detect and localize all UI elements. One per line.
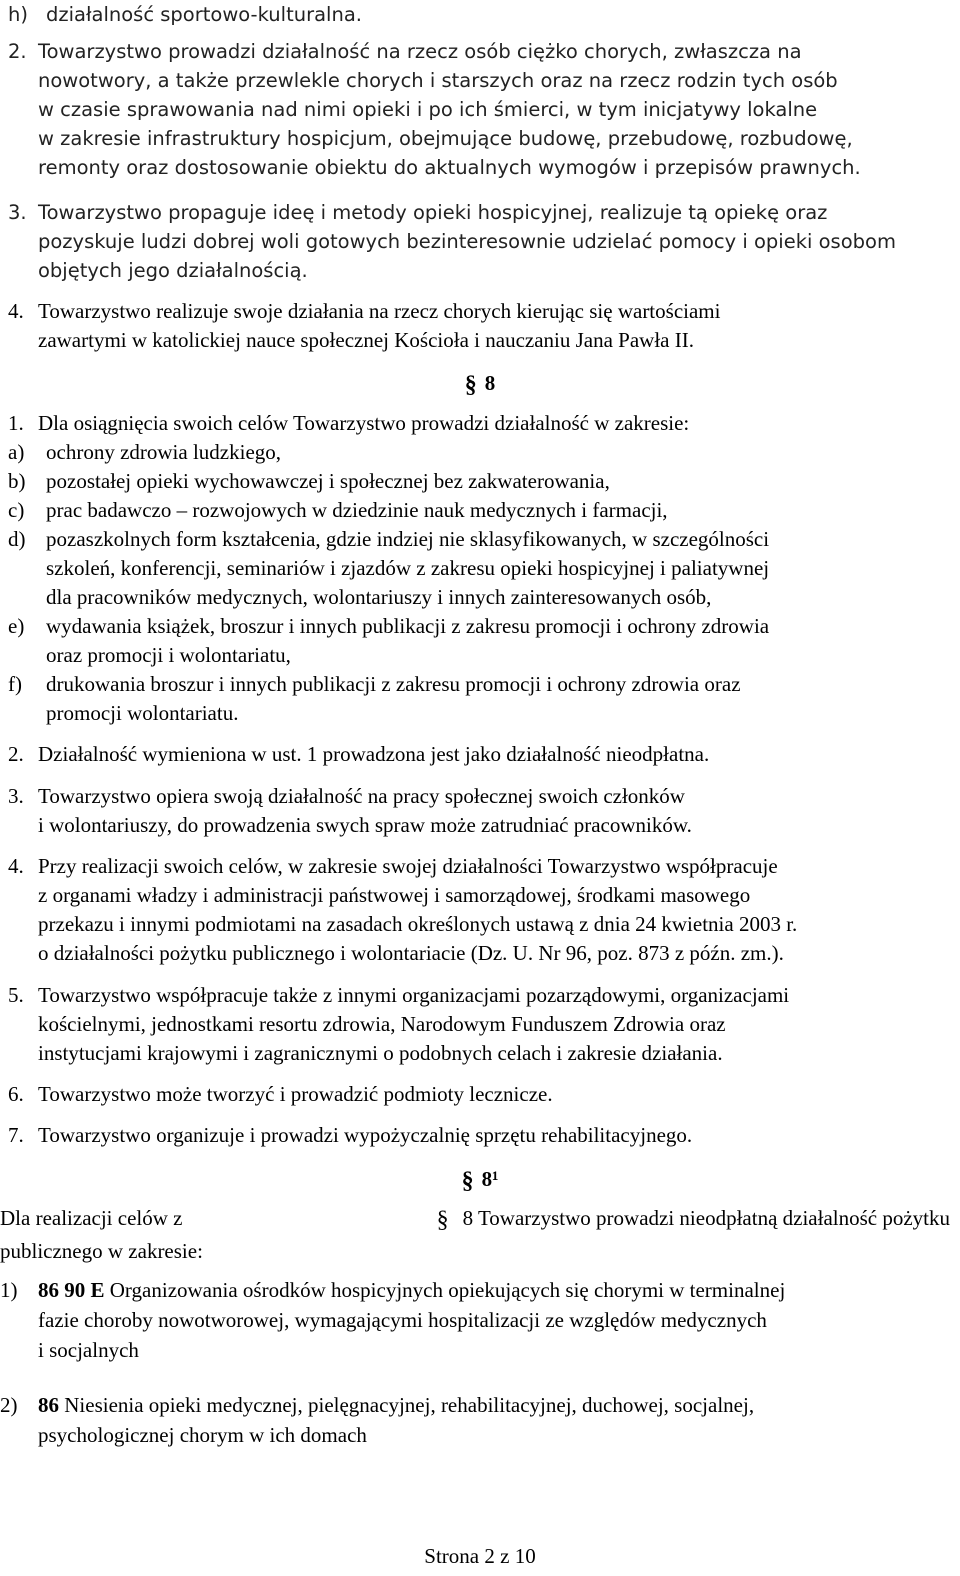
list-item-a: [8, 438, 950, 467]
paragraph-number: 3.: [8, 784, 24, 808]
list-text: [46, 496, 950, 525]
text-line: i wolontariuszy, do prowadzenia swych spraw może zatrudniać pracowników.: [38, 813, 692, 837]
paragraph-number: 4.: [8, 854, 24, 878]
paragraph-4: [8, 297, 950, 355]
section8-paragraph-6: [8, 1080, 950, 1109]
paragraph-body: [38, 1121, 950, 1150]
list-item-c: [8, 496, 950, 525]
list-text: [46, 438, 950, 467]
paragraph-body: [38, 37, 950, 182]
section81-item-1: [0, 1275, 950, 1365]
text-line: remonty oraz dostosowanie obiektu do aktualnych wymogów i przepisów prawnych.: [38, 156, 861, 179]
section-sign: §: [461, 1168, 474, 1194]
paragraph-number: 4.: [8, 299, 24, 323]
text-line: i socjalnych: [38, 1338, 139, 1362]
text-line: Towarzystwo opiera swoją działalność na pracy społecznej swoich członków: [38, 784, 685, 808]
list-text: [46, 525, 950, 612]
text-line: Towarzystwo organizuje i prowadzi wypożyczalnię sprzętu rehabilitacyjnego.: [38, 1123, 693, 1147]
text-line: o działalności pożytku publicznego i wolontariacie (Dz. U. Nr 96, poz. 873 z późn. zm.).: [38, 941, 784, 965]
section-number: 8¹: [481, 1167, 499, 1191]
paragraph-body: [38, 297, 950, 355]
paragraph-number: 2.: [8, 742, 24, 766]
paragraph-number: 5.: [8, 983, 24, 1007]
section8-paragraph-1: [8, 409, 950, 438]
list-item-e: [8, 612, 950, 670]
text-line: psychologicznej chorym w ich domach: [38, 1423, 367, 1447]
list-label: h): [8, 3, 28, 26]
section-sign: §: [464, 372, 477, 398]
text-line: wydawania książek, broszur i innych publikacji z zakresu promocji i ochrony zdrowia: [46, 614, 770, 638]
pkd-code: 86: [38, 1393, 59, 1417]
text-fragment: Organizowania ośrodków hospicyjnych opiekujących się chorymi w terminalnej: [109, 1278, 786, 1302]
text-line: Towarzystwo może tworzyć i prowadzić podmioty lecznicze.: [38, 1082, 553, 1106]
text-line: z organami władzy i administracji państwowej i samorządowej, środkami masowego: [38, 883, 751, 907]
paragraph-body: [38, 740, 950, 769]
list-label: c): [8, 498, 25, 522]
section8-paragraph-2: [8, 740, 950, 769]
section8-paragraph-5: [8, 981, 950, 1068]
list-label: a): [8, 440, 25, 464]
intro-section-ref: [437, 1203, 950, 1236]
list-item-f: [8, 670, 950, 728]
text-line: [38, 1275, 950, 1305]
paragraph-number: 1.: [8, 411, 24, 435]
text-line: instytucjami krajowymi i zagranicznymi o podobnych celach i zakresie działania.: [38, 1041, 723, 1065]
paragraph-2: [8, 37, 950, 182]
item-body: [38, 1390, 950, 1450]
text-line: dla pracowników medycznych, wolontariuszy i innych zainteresowanych osób,: [46, 585, 712, 609]
paragraph-number: 3.: [8, 201, 27, 224]
paragraph-body: Dla osiągnięcia swoich celów Towarzystwo prowadzi działalność w zakresie:: [38, 411, 690, 435]
text-line: pozostałej opieki wychowawczej i społecznej bez zakwaterowania,: [46, 469, 610, 493]
paragraph-number: 6.: [8, 1082, 24, 1106]
text-line: w czasie sprawowania nad nimi opieki i po ich śmierci, w tym inicjatywy lokalne: [38, 98, 818, 121]
text-line: w zakresie infrastruktury hospicjum, obejmujące budowę, przebudowę, rozbudowę,: [38, 127, 853, 150]
text-line: oraz promocji i wolontariatu,: [46, 643, 291, 667]
text-line: nowotwory, a także przewlekle chorych i starszych oraz na rzecz rodzin tych osób: [38, 69, 838, 92]
list-item-d: [8, 525, 950, 612]
list-text: [46, 467, 950, 496]
list-text: działalność sportowo-kulturalna.: [46, 3, 362, 26]
text-line: prac badawczo – rozwojowych w dziedzinie nauk medycznych i farmacji,: [46, 498, 668, 522]
paragraph-body: [38, 782, 950, 840]
text-line: Działalność wymieniona w ust. 1 prowadzona jest jako działalność nieodpłatna.: [38, 742, 710, 766]
item-number: 2): [0, 1393, 18, 1417]
paragraph-3: [8, 198, 950, 285]
list-text: [46, 612, 950, 670]
text-fragment: Niesienia opieki medycznej, pielęgnacyjnej, rehabilitacyjnej, duchowej, socjalnej,: [64, 1393, 755, 1417]
text-line: fazie choroby nowotworowej, wymagającymi hospitalizacji ze względów medycznych: [38, 1308, 767, 1332]
section8-paragraph-3: [8, 782, 950, 840]
section-heading-8: [0, 368, 960, 400]
section81-item-2: [0, 1390, 950, 1450]
text-line: szkoleń, konferencji, seminariów i zjazdów z zakresu opieki hospicyjnej i paliatywnej: [46, 556, 770, 580]
text-line: ochrony zdrowia ludzkiego,: [46, 440, 282, 464]
list-item-h: [8, 0, 950, 29]
text-line: Towarzystwo realizuje swoje działania na rzecz chorych kierując się wartościami: [38, 299, 721, 323]
list-label: b): [8, 469, 26, 493]
list-label: e): [8, 614, 25, 638]
text-line: objętych jego działalnością.: [38, 259, 308, 282]
page-footer: Strona 2 z 10: [424, 1544, 536, 1568]
text-line: promocji wolontariatu.: [46, 701, 239, 725]
section-number: 8: [484, 371, 496, 395]
paragraph-number: 7.: [8, 1123, 24, 1147]
paragraph-body: [38, 1080, 950, 1109]
paragraph-number: 2.: [8, 40, 27, 63]
list-label: f): [8, 672, 22, 696]
text-line: pozaszkolnych form kształcenia, gdzie indziej nie sklasyfikowanych, w szczególności: [46, 527, 770, 551]
list-text: [46, 670, 950, 728]
text-line: kościelnymi, jednostkami resortu zdrowia, Narodowym Funduszem Zdrowia oraz: [38, 1012, 726, 1036]
item-number: 1): [0, 1278, 18, 1302]
item-body: [38, 1275, 950, 1365]
text-line: zawartymi w katolickiej nauce społecznej Kościoła i nauczaniu Jana Pawła II.: [38, 328, 694, 352]
section-sign: §: [436, 1207, 449, 1233]
section8-paragraph-7: [8, 1121, 950, 1150]
text-line: publicznego w zakresie:: [0, 1239, 203, 1263]
text-line: Towarzystwo prowadzi działalność na rzecz osób ciężko chorych, zwłaszcza na: [38, 40, 802, 63]
text-line: pozyskuje ludzi dobrej woli gotowych bezinteresownie udzielać pomocy i opieki osobom: [38, 230, 896, 253]
intro-text: 8 Towarzystwo prowadzi nieodpłatną działalność pożytku: [462, 1206, 950, 1230]
text-line: Przy realizacji swoich celów, w zakresie swojej działalności Towarzystwo współpracuje: [38, 854, 778, 878]
text-line: drukowania broszur i innych publikacji z zakresu promocji i ochrony zdrowia oraz: [46, 672, 741, 696]
section81-intro: [0, 1203, 950, 1267]
intro-text: Dla realizacji celów z: [0, 1206, 183, 1230]
text-line: Towarzystwo propaguje ideę i metody opieki hospicyjnej, realizuje tą opiekę oraz: [38, 201, 828, 224]
section-heading-8-1: [0, 1163, 960, 1197]
section8-paragraph-4: [8, 852, 950, 968]
list-item-b: [8, 467, 950, 496]
list-label: d): [8, 527, 26, 551]
paragraph-body: [38, 852, 950, 968]
text-line: Towarzystwo współpracuje także z innymi organizacjami pozarządowymi, organizacjami: [38, 983, 790, 1007]
intro-line-1: [0, 1203, 950, 1236]
paragraph-body: [38, 198, 950, 285]
paragraph-body: [38, 981, 950, 1068]
text-line: przekazu i innymi podmiotami na zasadach określonych ustawą z dnia 24 kwietnia 2003 r.: [38, 912, 798, 936]
text-line: [38, 1390, 950, 1420]
pkd-code: 86 90 E: [38, 1278, 105, 1302]
